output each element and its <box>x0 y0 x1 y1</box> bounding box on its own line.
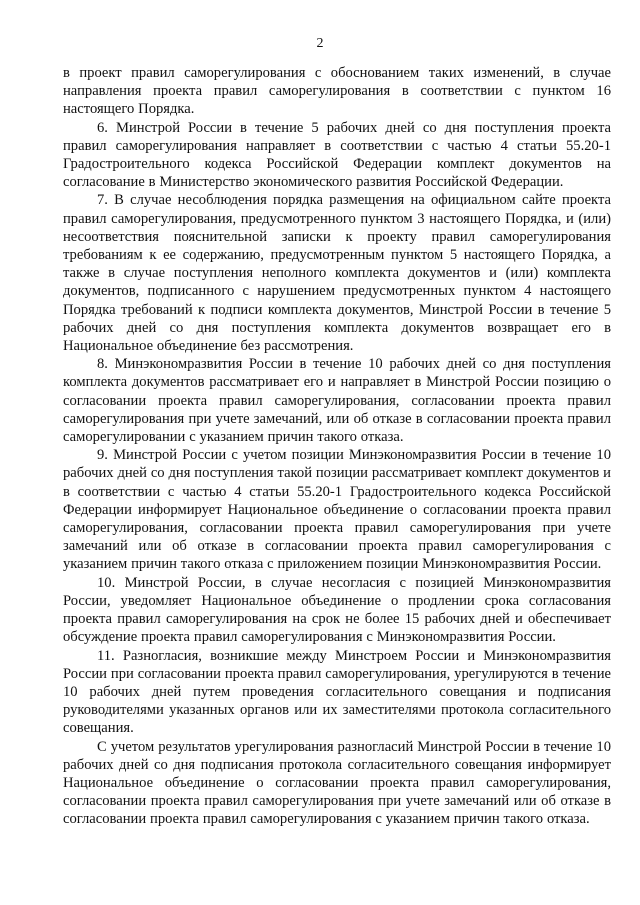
paragraph-item-8: 8. Минэкономразвития России в течение 10 рабочих дней со дня поступления комплекта документов рассматривает его и направляет в Минстрой России позицию о согласовании проекта правил саморегулирования, согласовании проекта правил саморегулирования при учете замечаний, или об отказе в согласовании проекта правил саморегулировании с указанием причин такого отказа. <box>63 356 611 446</box>
document-body <box>63 64 611 829</box>
paragraph-item-6: 6. Минстрой России в течение 5 рабочих дней со дня поступления проекта правил саморегулирования направляет в соответствии с частью 4 статьи 55.20-1 Градостроительного кодекса Российской Федерации комплект документов на согласование в Министерство экономического развития Российской Федерации. <box>63 119 611 191</box>
paragraph-item-7: 7. В случае несоблюдения порядка размещения на официальном сайте проекта правил саморегулирования, предусмотренного пунктом 3 настоящего Порядка, и (или) несоответствия пояснительной записки к проекту правил саморегулирования требованиям к ее содержанию, предусмотренным пунктом 5 настоящего Порядка, а также в случае поступления неполного комплекта документов и (или) комплекта документов, подписанного с нарушением предусмотренных пунктом 4 настоящего Порядка требований к подписи комплекта документов, Минстрой России в течение 5 рабочих дней со дня поступления комплекта документов возвращает его в Национальное объединение без рассмотрения. <box>63 192 611 355</box>
paragraph-continuation: в проект правил саморегулирования с обоснованием таких изменений, в случае направления проекта правил саморегулирования в соответствии с пунктом 16 настоящего Порядка. <box>63 65 611 118</box>
paragraph-item-11: 11. Разногласия, возникшие между Минстроем России и Минэкономразвития России при согласовании проекта правил саморегулирования, урегулируются в течение 10 рабочих дней путем проведения согласительного совещания и подписания руководителями указанных органов или их заместителями протокола согласительного совещания. <box>63 647 611 737</box>
paragraph-item-9: 9. Минстрой России с учетом позиции Минэкономразвития России в течение 10 рабочих дней со дня поступления такой позиции рассматривает комплект документов и в соответствии с частью 4 статьи 55.20-1 Градостроительного кодекса Российской Федерации информирует Национальное объединение о согласовании проекта правил саморегулирования, согласовании проекта правил саморегулирования при учете замечаний или об отказе в согласовании проекта правил саморегулирования с указанием причин такого отказа с приложением позиции Минэкономразвития России. <box>63 447 611 573</box>
paragraph-final: С учетом результатов урегулирования разногласий Минстрой России в течение 10 рабочих дней со дня подписания протокола согласительного совещания информирует Национальное объединение о согласовании проекта правил саморегулирования, согласовании проекта правил саморегулирования при учете замечаний или об отказе в согласовании проекта правил саморегулирования с указанием причин такого отказа. <box>63 738 611 828</box>
paragraph-item-10: 10. Минстрой России, в случае несогласия с позицией Минэкономразвития России, уведомляет Национальное объединение о продлении срока согласования проекта правил саморегулирования на срок не более 15 рабочих дней и обеспечивает обсуждение проекта правил саморегулирования с Минэкономразвития России. <box>63 574 611 646</box>
page-number: 2 <box>316 36 324 51</box>
